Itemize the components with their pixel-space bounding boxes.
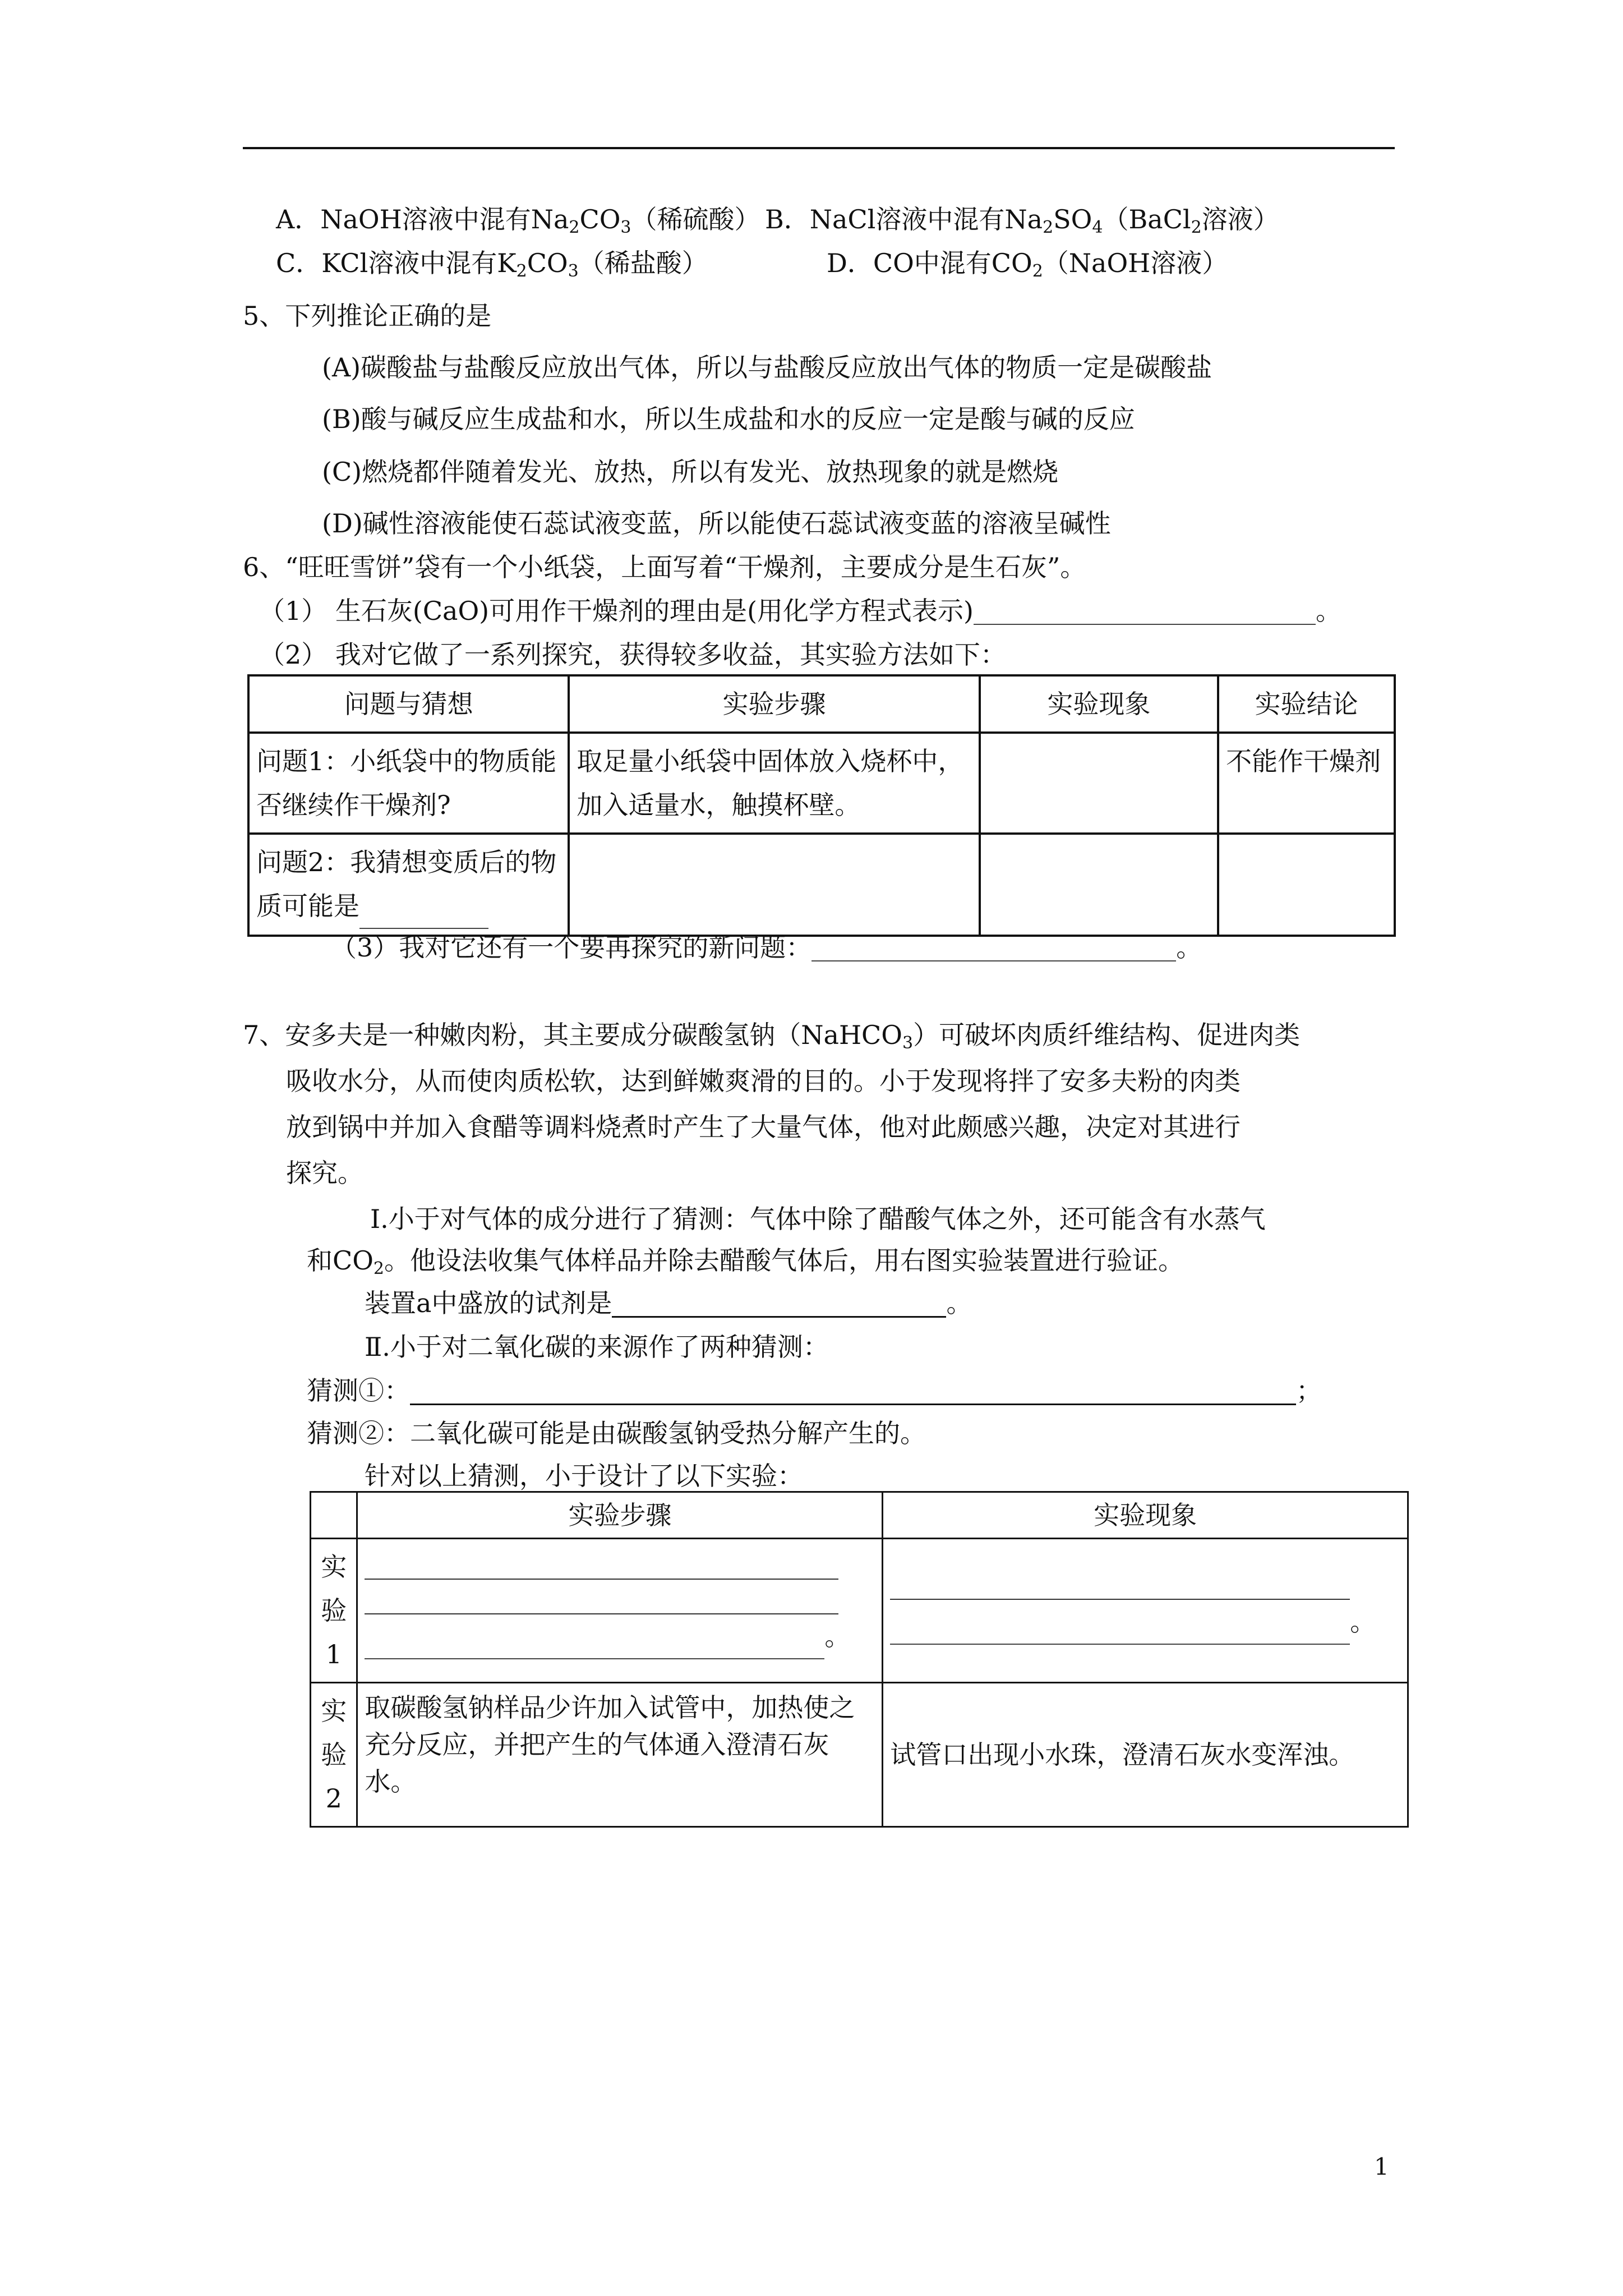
q7-device: 装置a中盛放的试剂是 。 <box>365 1288 972 1318</box>
q6-row1-phenomenon[interactable] <box>980 733 1218 834</box>
q7-line3: 放到锅中并加入食醋等调料烧煮时产生了大量气体，他对此颇感兴趣，决定对其进行 <box>286 1112 1241 1142</box>
q7-exp1-steps[interactable] <box>357 1539 883 1683</box>
q4-option-a: A．NaOH溶液中混有$Na_2CO_3$（稀硫酸） <box>276 204 760 237</box>
q6-header-conclusion: 实验结论 <box>1218 675 1395 733</box>
q7-part1: Ⅰ.小于对气体的成分进行了猜测：气体中除了醋酸气体之外，还可能含有水蒸气 <box>370 1204 1266 1234</box>
q6-row2-steps[interactable] <box>569 834 979 936</box>
q7-exp1-result-blank-1[interactable] <box>890 1570 1350 1600</box>
q7-exp1-result-blank-2[interactable] <box>890 1600 1350 1645</box>
q7-device-blank[interactable] <box>612 1290 946 1318</box>
q4-option-d: D．CO中混有$CO_2(NaOH$溶液） <box>827 248 1228 281</box>
q7-table <box>310 1491 1409 1828</box>
q6-row2-conclusion[interactable] <box>1218 834 1395 936</box>
q7-exp1-step-blank-1[interactable] <box>365 1549 838 1580</box>
q6-stem: 6、“旺旺雪饼”袋有一个小纸袋，上面写着“干燥剂，主要成分是生石灰”。 <box>243 552 1086 582</box>
q6-row1-question: 问题1：小纸袋中的物质能否继续作干燥剂? <box>248 733 569 834</box>
q6-header-steps: 实验步骤 <box>569 675 979 733</box>
q6-header-question: 问题与猜想 <box>248 675 569 733</box>
q7-exp1-label: 实验1 <box>311 1539 357 1683</box>
q7-exp1-phenomenon[interactable] <box>883 1539 1408 1683</box>
q5-option-c: (C)燃烧都伴随着发光、放热，所以有发光、放热现象的就是燃烧 <box>322 457 1059 487</box>
q7-line1: 7、安多夫是一种嫩肉粉，其主要成分碳酸氢钠（NaHCO$_3$）可破坏肉质纤维结构、促进肉类 <box>243 1020 1301 1053</box>
q5-option-a: (A)碳酸盐与盐酸反应放出气体，所以与盐酸反应放出气体的物质一定是碳酸盐 <box>322 352 1212 383</box>
q7-part2: Ⅱ.小于对二氧化碳的来源作了两种猜测： <box>365 1332 829 1362</box>
q7-exp1-step-line-3: 。 <box>365 1614 875 1648</box>
header-rule <box>243 147 1395 149</box>
q7-exp2-step: 取碳酸氢钠样品少许加入试管中，加热使之充分反应，并把产生的气体通入澄清石灰水。 <box>357 1683 883 1827</box>
q6-row2-blank[interactable] <box>359 884 488 929</box>
q4-option-c: C．KCl溶液中混有$K_2CO_3$（稀盐酸） <box>276 248 708 281</box>
q7-exp2-label: 实验2 <box>311 1683 357 1827</box>
q7-exp1-step-blank-2[interactable] <box>365 1584 838 1614</box>
q7-guess1: 猜测①： ； <box>307 1375 1322 1406</box>
q6-row2-question: 问题2：我猜想变质后的物质可能是 <box>248 834 569 936</box>
q6-part1-blank[interactable] <box>974 598 1316 625</box>
q7-line2: 吸收水分，从而使肉质松软，达到鲜嫩爽滑的目的。小于发现将拌了安多夫粉的肉类 <box>286 1066 1241 1096</box>
q5-option-d: (D)碱性溶液能使石蕊试液变蓝，所以能使石蕊试液变蓝的溶液呈碱性 <box>322 508 1111 539</box>
q5-option-b: (B)酸与碱反应生成盐和水，所以生成盐和水的反应一定是酸与碱的反应 <box>322 404 1135 434</box>
q6-table <box>247 674 1396 937</box>
q7-exp1-step-blank-3[interactable] <box>365 1614 824 1659</box>
q7-design: 针对以上猜测，小于设计了以下实验： <box>365 1461 803 1491</box>
q6-row2-phenomenon[interactable] <box>980 834 1218 936</box>
q7-line4: 探究。 <box>286 1158 363 1188</box>
q6-part3: （3）我对它还有一个要再探究的新问题： 。 <box>331 932 1202 963</box>
q6-row1-steps: 取足量小纸袋中固体放入烧杯中，加入适量水，触摸杯壁。 <box>569 733 979 834</box>
q4-option-b: B．NaCl溶液中混有$Na_2SO_4(BaCl_2$溶液） <box>765 204 1279 237</box>
q7-guess1-blank[interactable] <box>410 1378 1296 1405</box>
q7-part1b: 和$CO_2$。他设法收集气体样品并除去醋酸气体后，用右图实验装置进行验证。 <box>307 1245 1184 1278</box>
q7-exp2-result: 试管口出现小水珠，澄清石灰水变浑浊。 <box>883 1683 1408 1827</box>
q7-header-phenomenon: 实验现象 <box>883 1492 1408 1539</box>
page-number: 1 <box>1374 2153 1389 2180</box>
q6-part3-blank[interactable] <box>811 935 1176 961</box>
q6-part1: （1） 生石灰(CaO)可用作干燥剂的理由是(用化学方程式表示) 。 <box>259 596 1342 626</box>
q7-header-steps: 实验步骤 <box>357 1492 883 1539</box>
q5-stem: 5、下列推论正确的是 <box>243 301 492 331</box>
q6-row1-conclusion: 不能作干燥剂 <box>1218 733 1395 834</box>
q7-exp1-result-line-2: 。 <box>890 1600 1400 1634</box>
q6-part2: （2） 我对它做了一系列探究，获得较多收益，其实验方法如下： <box>259 639 1006 670</box>
q7-guess2: 猜测②：二氧化碳可能是由碳酸氢钠受热分解产生的。 <box>307 1418 926 1448</box>
q6-header-phenomenon: 实验现象 <box>980 675 1218 733</box>
q7-header-blank <box>311 1492 357 1539</box>
